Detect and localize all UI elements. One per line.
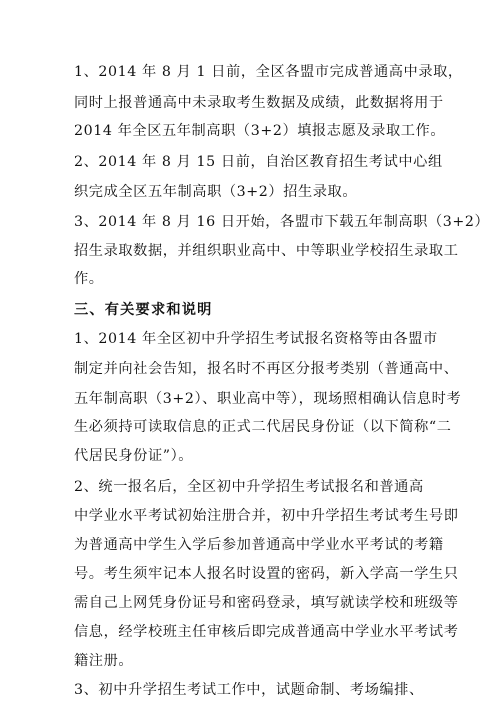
text-line: 1、2014 年全区初中升学招生考试报名资格等由各盟市 — [74, 331, 438, 347]
text-line: 1、2014 年 8 月 1 日前，全区各盟市完成普通高中录取， — [74, 64, 463, 80]
text-line: 为普通高中学生入学后参加普通高中学业水平考试的考籍 — [74, 537, 444, 553]
text-line: 2、2014 年 8 月 15 日前，自治区教育招生考试中心组 — [74, 154, 443, 170]
text-line: 需自己上网凭身份证号和密码登录，填写就读学校和班级等 — [74, 595, 459, 611]
text-line: 五年制高职（3+2）、职业高中等），现场照相确认信息时考 — [74, 391, 462, 407]
text-line: 代居民身份证”）。 — [74, 448, 194, 464]
section-heading: 三、有关要求和说明 — [74, 302, 213, 318]
text-line: 籍注册。 — [74, 653, 134, 669]
text-line: 生必须持可读取信息的正式二代居民身份证（以下简称“二 — [74, 419, 452, 435]
text-line: 信息，经学校班主任审核后即完成普通高中学业水平考试考 — [74, 624, 459, 640]
text-line: 3、初中升学招生考试工作中，试题命制、考场编排、 — [74, 682, 424, 698]
text-line: 织完成全区五年制高职（3+2）招生录取。 — [74, 184, 358, 200]
text-line: 号。考生须牢记本人报名时设置的密码，新入学高一学生只 — [74, 566, 459, 582]
text-line: 制定并向社会告知，报名时不再区分报考类别（普通高中、 — [74, 361, 459, 377]
text-line: 同时上报普通高中未录取考生数据及成绩，此数据将用于 — [74, 95, 444, 111]
text-line: 2、统一报名后，全区初中升学招生考试报名和普通高 — [74, 479, 424, 495]
text-line: 招生录取数据，并组织职业高中、中等职业学校招生录取工 — [74, 243, 459, 259]
text-line: 2014 年全区五年制高职（3+2）填报志愿及录取工作。 — [74, 123, 446, 139]
text-line: 作。 — [74, 271, 104, 287]
text-line: 3、2014 年 8 月 16 日开始，各盟市下载五年制高职（3+2） — [74, 214, 490, 230]
text-line: 中学业水平考试初始注册合并，初中升学招生考试考生号即 — [74, 508, 459, 524]
